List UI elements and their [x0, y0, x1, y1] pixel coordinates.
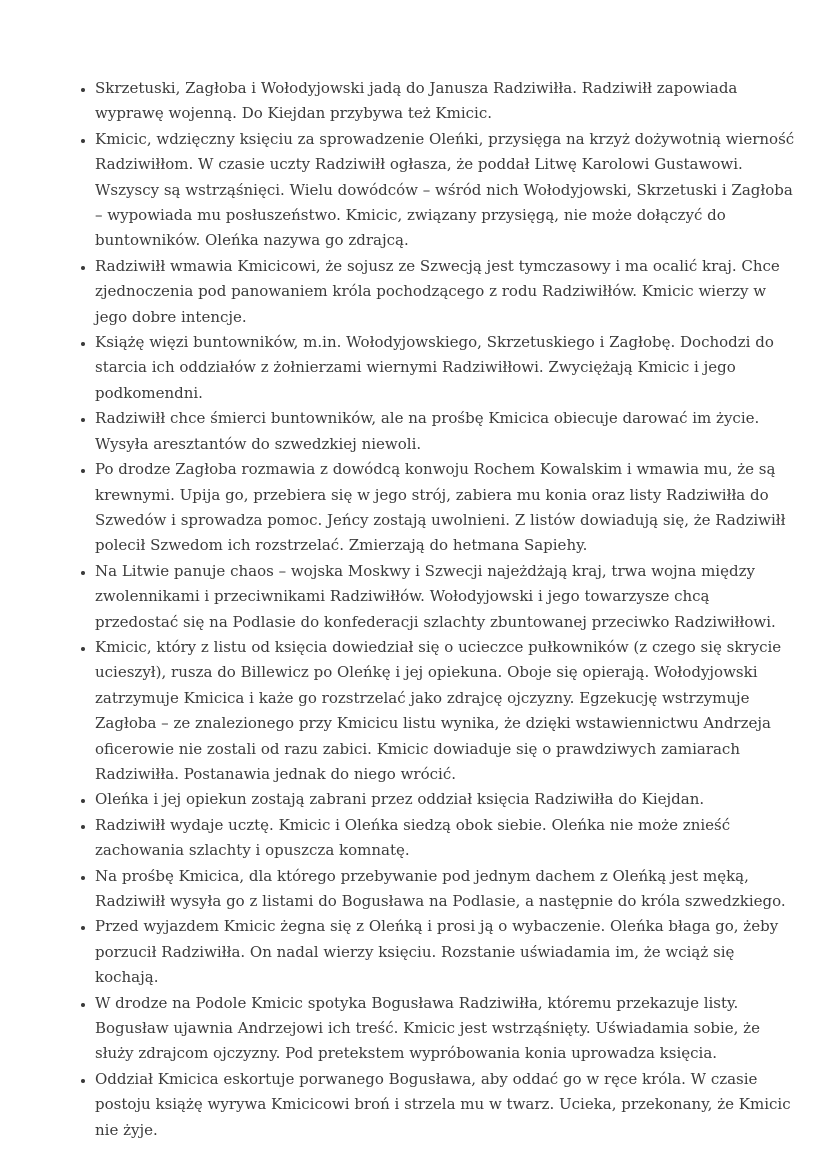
bullet-item: • Radziwiłł wmawia Kmicicowi, że sojusz ze Szwecją jest tymczasowy i ma ocalić kraj. Chce zjednoczenia pod panowaniem króla pochodzącego z rodu Radziwiłłów. Kmicic wierzy w jego dobre intencje.: [95, 254, 795, 330]
bullet-item: • Po drodze Zagłoba rozmawia z dowódcą konwoju Rochem Kowalskim i wmawia mu, że są krewnymi. Upija go, przebiera się w jego strój, zabiera mu konia oraz listy Radziwiłła do Szwedów i sprowadza pomoc. Jeńcy zostają uwolnieni. Z listów dowiadują się, że Radziwiłł polecił Szwedom ich rozstrzelać. Zmierzają do hetmana Sapiehy.: [95, 457, 795, 559]
bullet-item: • Przed wyjazdem Kmicic żegna się z Oleńką i prosi ją o wybaczenie. Oleńka błaga go, żeby porzucił Radziwiłła. On nadal wierzy księciu. Rozstanie uświadamia im, że wciąż się kochają.: [95, 914, 795, 990]
plot-summary-bullet-list: [95, 76, 795, 1143]
bullet-item: • W drodze na Podole Kmicic spotyka Bogusława Radziwiłła, któremu przekazuje listy. Bogusław ujawnia Andrzejowi ich treść. Kmicic jest wstrząśnięty. Uświadamia sobie, że służy zdrajcom ojczyzny. Pod pretekstem wypróbowania konia uprowadza księcia.: [95, 991, 795, 1067]
bullet-item: • Kmicic, wdzięczny księciu za sprowadzenie Oleńki, przysięga na krzyż dożywotnią wierność Radziwiłłom. W czasie uczty Radziwiłł ogłasza, że poddał Litwę Karolowi Gustawowi. Wszyscy są wstrząśnięci. Wielu dowódców – wśród nich Wołodyjowski, Skrzetuski i Zagłoba – wypowiada mu posłuszeństwo. Kmicic, związany przysięgą, nie może dołączyć do buntowników. Oleńka nazywa go zdrajcą.: [95, 127, 795, 254]
bullet-item: • Skrzetuski, Zagłoba i Wołodyjowski jadą do Janusza Radziwiłła. Radziwiłł zapowiada wyprawę wojenną. Do Kiejdan przybywa też Kmicic.: [95, 76, 795, 127]
bullet-item: • Oddział Kmicica eskortuje porwanego Bogusława, aby oddać go w ręce króla. W czasie postoju książę wyrywa Kmicicowi broń i strzela mu w twarz. Ucieka, przekonany, że Kmicic nie żyje.: [95, 1067, 795, 1143]
bullet-item: • Radziwiłł chce śmierci buntowników, ale na prośbę Kmicica obiecuje darować im życie. Wysyła aresztantów do szwedzkiej niewoli.: [95, 406, 795, 457]
bullet-item: • Radziwiłł wydaje ucztę. Kmicic i Oleńka siedzą obok siebie. Oleńka nie może znieść zachowania szlachty i opuszcza komnatę.: [95, 813, 795, 864]
bullet-item: • Książę więzi buntowników, m.in. Wołodyjowskiego, Skrzetuskiego i Zagłobę. Dochodzi do starcia ich oddziałów z żołnierzami wiernymi Radziwiłłowi. Zwyciężają Kmicic i jego podkomendni.: [95, 330, 795, 406]
bullet-item: • Kmicic, który z listu od księcia dowiedział się o ucieczce pułkowników (z czego się skrycie ucieszył), rusza do Billewicz po Oleńkę i jej opiekuna. Oboje się opierają. Wołodyjowski zatrzymuje Kmicica i każe go rozstrzelać jako zdrajcę ojczyzny. Egzekucję wstrzymuje Zagłoba – ze znalezionego przy Kmicicu listu wynika, że dzięki wstawiennictwu Andrzeja oficerowie nie zostali od razu zabici. Kmicic dowiaduje się o prawdziwych zamiarach Radziwiłła. Postanawia jednak do niego wrócić.: [95, 635, 795, 787]
bullet-item: • Na Litwie panuje chaos – wojska Moskwy i Szwecji najeżdżają kraj, trwa wojna między zwolennikami i przeciwnikami Radziwiłłów. Wołodyjowski i jego towarzysze chcą przedostać się na Podlasie do konfederacji szlachty zbuntowanej przeciwko Radziwiłłowi.: [95, 559, 795, 635]
bullet-item: • Na prośbę Kmicica, dla którego przebywanie pod jednym dachem z Oleńką jest męką, Radziwiłł wysyła go z listami do Bogusława na Podlasie, a następnie do króla szwedzkiego.: [95, 864, 795, 915]
bullet-item: • Oleńka i jej opiekun zostają zabrani przez oddział księcia Radziwiłła do Kiejdan.: [95, 787, 795, 812]
